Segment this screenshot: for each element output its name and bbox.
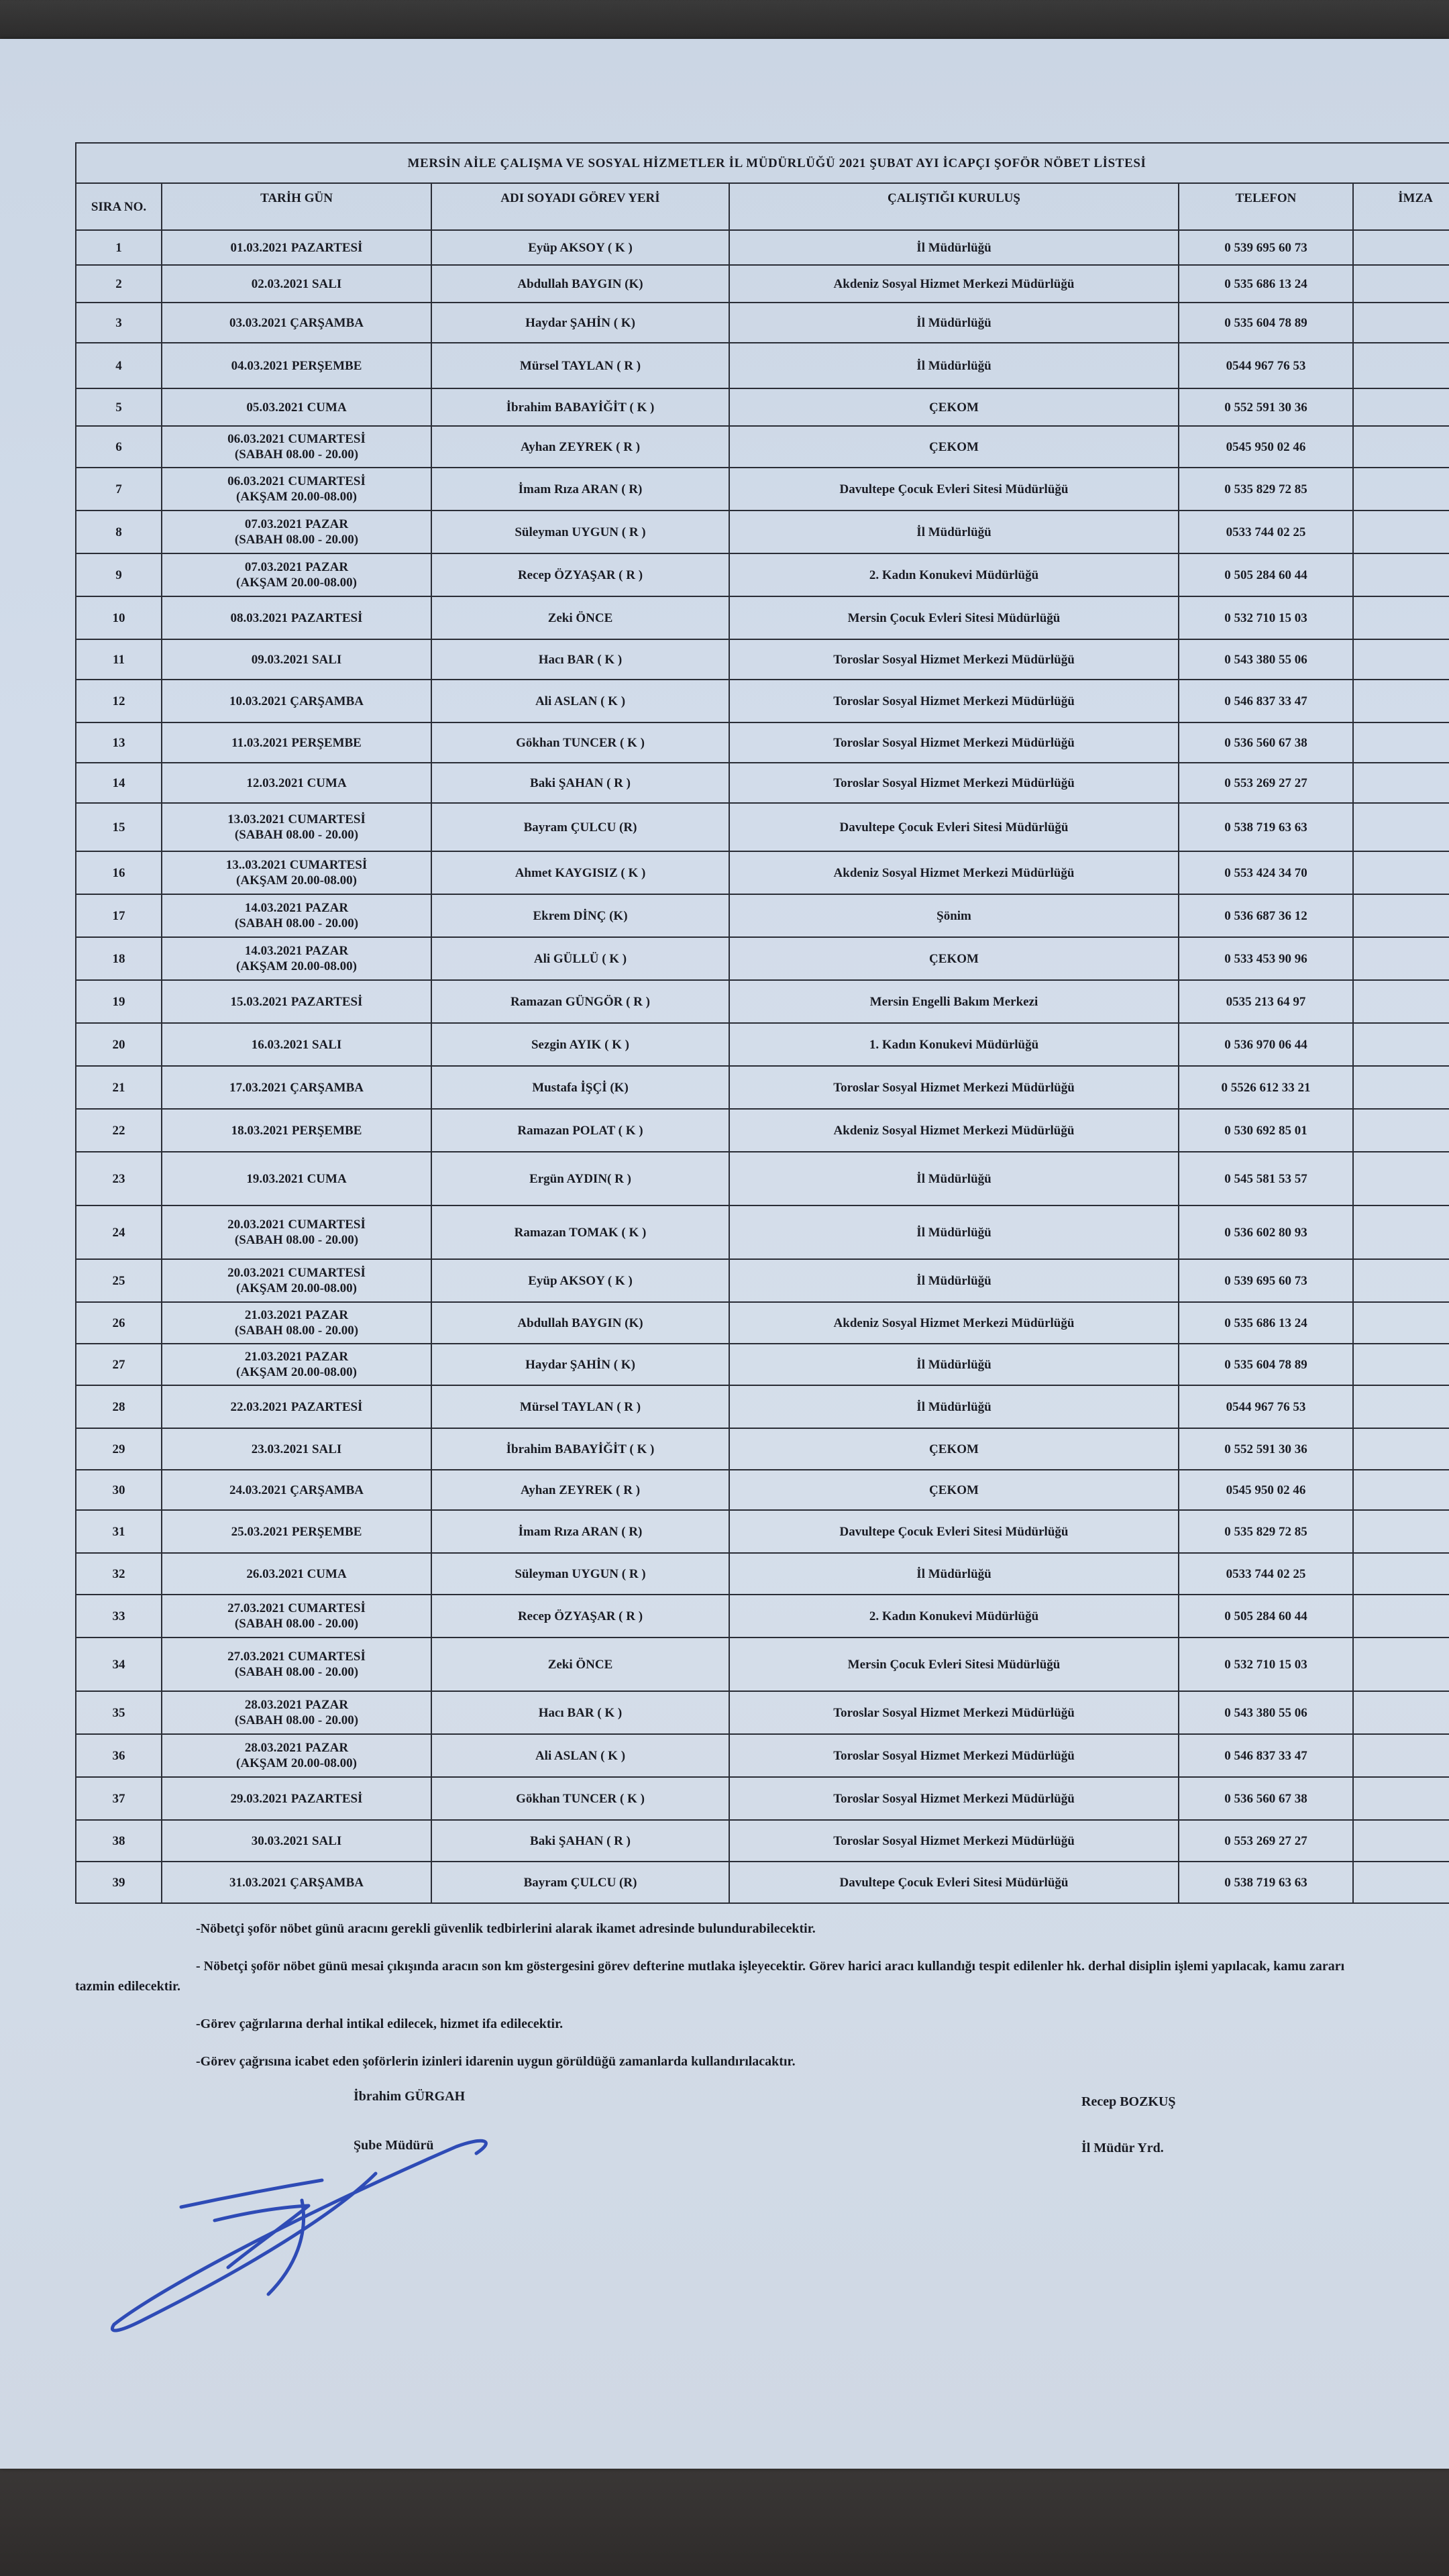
row-name: Süleyman UYGUN ( R ) [431,511,729,553]
row-date: 02.03.2021 SALI [162,265,431,303]
row-signature-cell[interactable] [1353,1302,1449,1344]
table-row [76,1777,1449,1820]
row-number: 36 [76,1734,162,1777]
row-signature-cell[interactable] [1353,230,1449,265]
table-row [76,230,1449,265]
row-number: 39 [76,1862,162,1903]
row-date: 26.03.2021 CUMA [162,1553,431,1595]
row-number: 33 [76,1595,162,1638]
row-organization: Toroslar Sosyal Hizmet Merkezi Müdürlüğü [729,1691,1179,1734]
note-2: - Nöbetçi şoför nöbet günü mesai çıkışında aracın son km göstergesini görev defterine mutlaka işleyecektir. Görev harici aracı kullandığı tespit edilenler hk. derhal disiplin işlemi yapılacak, kamu zararı tazmin edilecektir. [75,1959,1345,1994]
row-organization: İl Müdürlüğü [729,1553,1179,1595]
row-phone: 0 546 837 33 47 [1179,1734,1353,1777]
row-number: 19 [76,980,162,1023]
row-date: 21.03.2021 PAZAR (AKŞAM 20.00-08.00) [162,1344,431,1385]
column-header-phone: TELEFON [1179,183,1353,230]
signer-right-title: İl Müdür Yrd. [1081,2141,1164,2155]
row-name: Zeki ÖNCE [431,1638,729,1691]
row-name: Abdullah BAYGIN (K) [431,1302,729,1344]
row-phone: 0 536 602 80 93 [1179,1205,1353,1259]
row-organization: İl Müdürlüğü [729,1344,1179,1385]
row-phone: 0 546 837 33 47 [1179,680,1353,722]
row-signature-cell[interactable] [1353,1820,1449,1862]
row-organization: Davultepe Çocuk Evleri Sitesi Müdürlüğü [729,1510,1179,1553]
table-row [76,1023,1449,1066]
row-name: İbrahim BABAYİĞİT ( K ) [431,388,729,426]
row-phone: 0 545 581 53 57 [1179,1152,1353,1205]
row-signature-cell[interactable] [1353,639,1449,680]
table-row [76,511,1449,553]
row-phone: 0 535 604 78 89 [1179,1344,1353,1385]
row-number: 34 [76,1638,162,1691]
row-name: İmam Rıza ARAN ( R) [431,1510,729,1553]
signer-right-name: Recep BOZKUŞ [1081,2094,1176,2109]
row-phone: 0 535 604 78 89 [1179,303,1353,343]
row-signature-cell[interactable] [1353,894,1449,937]
row-date: 30.03.2021 SALI [162,1820,431,1862]
row-date: 19.03.2021 CUMA [162,1152,431,1205]
row-name: Mustafa İŞÇİ (K) [431,1066,729,1109]
background-floor [0,2469,1449,2576]
row-number: 8 [76,511,162,553]
row-number: 9 [76,553,162,596]
row-number: 2 [76,265,162,303]
row-organization: Davultepe Çocuk Evleri Sitesi Müdürlüğü [729,1862,1179,1903]
column-header-organization: ÇALIŞTIĞI KURULUŞ [729,183,1179,230]
row-phone: 0533 744 02 25 [1179,1553,1353,1595]
row-name: İbrahim BABAYİĞİT ( K ) [431,1428,729,1470]
row-date: 17.03.2021 ÇARŞAMBA [162,1066,431,1109]
row-date: 25.03.2021 PERŞEMBE [162,1510,431,1553]
row-name: Hacı BAR ( K ) [431,639,729,680]
row-name: Ali GÜLLÜ ( K ) [431,937,729,980]
row-signature-cell[interactable] [1353,1152,1449,1205]
row-date: 29.03.2021 PAZARTESİ [162,1777,431,1820]
table-header-row [76,183,1449,230]
column-header-name: ADI SOYADI GÖREV YERİ [431,183,729,230]
table-row [76,388,1449,426]
row-phone: 0 553 269 27 27 [1179,1820,1353,1862]
row-signature-cell[interactable] [1353,1777,1449,1820]
note-1: -Nöbetçi şoför nöbet günü aracını gerekli güvenlik tedbirlerini alarak ikamet adresinde bulundurabilecektir. [196,1921,816,1936]
row-organization: İl Müdürlüğü [729,1385,1179,1428]
column-header-signature: İMZA [1353,183,1449,230]
row-name: Eyüp AKSOY ( K ) [431,230,729,265]
note-4: -Görev çağrısına icabet eden şoförlerin izinleri idarenin uygun görüldüğü zamanlarda kullandırılacaktır. [196,2054,796,2069]
row-number: 7 [76,468,162,511]
row-organization: Davultepe Çocuk Evleri Sitesi Müdürlüğü [729,468,1179,511]
row-signature-cell[interactable] [1353,343,1449,388]
row-phone: 0 536 560 67 38 [1179,1777,1353,1820]
row-date: 13..03.2021 CUMARTESİ (AKŞAM 20.00-08.00) [162,851,431,894]
row-phone: 0 533 453 90 96 [1179,937,1353,980]
row-name: Recep ÖZYAŞAR ( R ) [431,1595,729,1638]
row-name: Ramazan POLAT ( K ) [431,1109,729,1152]
table-row [76,596,1449,639]
row-date: 21.03.2021 PAZAR (SABAH 08.00 - 20.00) [162,1302,431,1344]
table-row [76,1734,1449,1777]
table-row [76,980,1449,1023]
table-title-row [76,143,1449,183]
row-phone: 0533 744 02 25 [1179,511,1353,553]
row-date: 06.03.2021 CUMARTESİ (SABAH 08.00 - 20.00) [162,426,431,468]
table-row [76,937,1449,980]
row-signature-cell[interactable] [1353,1862,1449,1903]
row-phone: 0545 950 02 46 [1179,426,1353,468]
row-number: 26 [76,1302,162,1344]
row-name: Ramazan TOMAK ( K ) [431,1205,729,1259]
row-name: Recep ÖZYAŞAR ( R ) [431,553,729,596]
row-number: 32 [76,1553,162,1595]
row-date: 20.03.2021 CUMARTESİ (SABAH 08.00 - 20.00) [162,1205,431,1259]
row-name: Sezgin AYIK ( K ) [431,1023,729,1066]
row-name: Abdullah BAYGIN (K) [431,265,729,303]
row-number: 18 [76,937,162,980]
row-phone: 0 530 692 85 01 [1179,1109,1353,1152]
row-number: 12 [76,680,162,722]
row-name: Ali ASLAN ( K ) [431,680,729,722]
row-date: 12.03.2021 CUMA [162,763,431,803]
row-signature-cell[interactable] [1353,1470,1449,1510]
row-name: Mürsel TAYLAN ( R ) [431,1385,729,1428]
row-organization: Toroslar Sosyal Hizmet Merkezi Müdürlüğü [729,1734,1179,1777]
row-signature-cell[interactable] [1353,596,1449,639]
row-name: Ayhan ZEYREK ( R ) [431,1470,729,1510]
column-header-date: TARİH GÜN [162,183,431,230]
row-date: 09.03.2021 SALI [162,639,431,680]
row-phone: 0 539 695 60 73 [1179,230,1353,265]
table-row [76,894,1449,937]
row-signature-cell[interactable] [1353,1109,1449,1152]
row-number: 31 [76,1510,162,1553]
table-row [76,803,1449,851]
row-name: Ergün AYDIN( R ) [431,1152,729,1205]
table-row [76,1470,1449,1510]
row-number: 13 [76,722,162,763]
row-name: Ayhan ZEYREK ( R ) [431,426,729,468]
row-phone: 0 543 380 55 06 [1179,1691,1353,1734]
note-3: -Görev çağrılarına derhal intikal edilecek, hizmet ifa edilecektir. [196,2017,564,2031]
row-number: 22 [76,1109,162,1152]
row-phone: 0 553 269 27 27 [1179,763,1353,803]
row-name: Baki ŞAHAN ( R ) [431,763,729,803]
row-number: 1 [76,230,162,265]
table-row [76,1691,1449,1734]
row-number: 27 [76,1344,162,1385]
document [75,142,1433,2190]
table-row [76,1510,1449,1553]
row-phone: 0544 967 76 53 [1179,343,1353,388]
row-signature-cell[interactable] [1353,388,1449,426]
row-date: 07.03.2021 PAZAR (AKŞAM 20.00-08.00) [162,553,431,596]
row-phone: 0 535 686 13 24 [1179,1302,1353,1344]
row-phone: 0 5526 612 33 21 [1179,1066,1353,1109]
row-date: 31.03.2021 ÇARŞAMBA [162,1862,431,1903]
row-date: 13.03.2021 CUMARTESİ (SABAH 08.00 - 20.00) [162,803,431,851]
table-row [76,303,1449,343]
table-row [76,851,1449,894]
row-phone: 0 535 829 72 85 [1179,1510,1353,1553]
row-date: 10.03.2021 ÇARŞAMBA [162,680,431,722]
row-date: 15.03.2021 PAZARTESİ [162,980,431,1023]
row-organization: ÇEKOM [729,937,1179,980]
row-signature-cell[interactable] [1353,1385,1449,1428]
row-number: 21 [76,1066,162,1109]
row-number: 24 [76,1205,162,1259]
row-organization: İl Müdürlüğü [729,303,1179,343]
handwritten-signature [80,2133,590,2334]
row-organization: ÇEKOM [729,388,1179,426]
row-organization: İl Müdürlüğü [729,1259,1179,1302]
row-signature-cell[interactable] [1353,265,1449,303]
row-signature-cell[interactable] [1353,426,1449,468]
row-phone: 0 536 560 67 38 [1179,722,1353,763]
row-signature-cell[interactable] [1353,553,1449,596]
row-date: 18.03.2021 PERŞEMBE [162,1109,431,1152]
row-number: 6 [76,426,162,468]
row-name: Zeki ÖNCE [431,596,729,639]
row-organization: 2. Kadın Konukevi Müdürlüğü [729,1595,1179,1638]
row-organization: Akdeniz Sosyal Hizmet Merkezi Müdürlüğü [729,1302,1179,1344]
row-date: 04.03.2021 PERŞEMBE [162,343,431,388]
row-date: 06.03.2021 CUMARTESİ (AKŞAM 20.00-08.00) [162,468,431,511]
row-date: 11.03.2021 PERŞEMBE [162,722,431,763]
row-phone: 0 536 970 06 44 [1179,1023,1353,1066]
row-date: 05.03.2021 CUMA [162,388,431,426]
row-date: 16.03.2021 SALI [162,1023,431,1066]
row-organization: Şönim [729,894,1179,937]
table-row [76,1344,1449,1385]
row-date: 20.03.2021 CUMARTESİ (AKŞAM 20.00-08.00) [162,1259,431,1302]
row-organization: İl Müdürlüğü [729,511,1179,553]
row-signature-cell[interactable] [1353,1638,1449,1691]
table-row [76,1820,1449,1862]
row-signature-cell[interactable] [1353,511,1449,553]
row-phone: 0545 950 02 46 [1179,1470,1353,1510]
row-signature-cell[interactable] [1353,937,1449,980]
row-number: 38 [76,1820,162,1862]
row-organization: 1. Kadın Konukevi Müdürlüğü [729,1023,1179,1066]
row-date: 27.03.2021 CUMARTESİ (SABAH 08.00 - 20.00) [162,1595,431,1638]
row-signature-cell[interactable] [1353,851,1449,894]
row-number: 37 [76,1777,162,1820]
table-row [76,1428,1449,1470]
row-phone: 0 543 380 55 06 [1179,639,1353,680]
row-number: 28 [76,1385,162,1428]
row-phone: 0 536 687 36 12 [1179,894,1353,937]
row-signature-cell[interactable] [1353,1259,1449,1302]
row-phone: 0 532 710 15 03 [1179,1638,1353,1691]
row-signature-cell[interactable] [1353,1023,1449,1066]
row-organization: Toroslar Sosyal Hizmet Merkezi Müdürlüğü [729,1777,1179,1820]
row-number: 10 [76,596,162,639]
table-row [76,1066,1449,1109]
column-header-no: SIRA NO. [76,183,162,230]
row-date: 27.03.2021 CUMARTESİ (SABAH 08.00 - 20.00) [162,1638,431,1691]
row-name: Ekrem DİNÇ (K) [431,894,729,937]
row-date: 01.03.2021 PAZARTESİ [162,230,431,265]
row-name: Gökhan TUNCER ( K ) [431,1777,729,1820]
row-date: 07.03.2021 PAZAR (SABAH 08.00 - 20.00) [162,511,431,553]
row-number: 35 [76,1691,162,1734]
signature-right [1081,2094,1176,2156]
row-date: 24.03.2021 ÇARŞAMBA [162,1470,431,1510]
row-organization: İl Müdürlüğü [729,230,1179,265]
row-number: 25 [76,1259,162,1302]
row-signature-cell[interactable] [1353,1595,1449,1638]
row-date: 28.03.2021 PAZAR (SABAH 08.00 - 20.00) [162,1691,431,1734]
table-row [76,1385,1449,1428]
row-name: Haydar ŞAHİN ( K) [431,303,729,343]
row-signature-cell[interactable] [1353,803,1449,851]
row-organization: Akdeniz Sosyal Hizmet Merkezi Müdürlüğü [729,851,1179,894]
table-row [76,265,1449,303]
row-number: 5 [76,388,162,426]
row-organization: İl Müdürlüğü [729,1152,1179,1205]
row-date: 08.03.2021 PAZARTESİ [162,596,431,639]
table-body [76,230,1449,1903]
table-row [76,343,1449,388]
row-date: 14.03.2021 PAZAR (SABAH 08.00 - 20.00) [162,894,431,937]
row-signature-cell[interactable] [1353,980,1449,1023]
row-number: 30 [76,1470,162,1510]
row-organization: Toroslar Sosyal Hizmet Merkezi Müdürlüğü [729,680,1179,722]
row-name: Baki ŞAHAN ( R ) [431,1820,729,1862]
row-signature-cell[interactable] [1353,1205,1449,1259]
row-signature-cell[interactable] [1353,1691,1449,1734]
table-row [76,1638,1449,1691]
table-row [76,1595,1449,1638]
row-date: 23.03.2021 SALI [162,1428,431,1470]
document-title: MERSİN AİLE ÇALIŞMA VE SOSYAL HİZMETLER İL MÜDÜRLÜĞÜ 2021 ŞUBAT AYI İCAPÇI ŞOFÖR NÖBET LİSTESİ [76,143,1449,183]
row-organization: Akdeniz Sosyal Hizmet Merkezi Müdürlüğü [729,1109,1179,1152]
row-number: 14 [76,763,162,803]
row-organization: Toroslar Sosyal Hizmet Merkezi Müdürlüğü [729,639,1179,680]
table-row [76,1152,1449,1205]
signer-left-title: Şube Müdürü [354,2138,434,2153]
row-phone: 0 505 284 60 44 [1179,1595,1353,1638]
row-organization: Davultepe Çocuk Evleri Sitesi Müdürlüğü [729,803,1179,851]
row-phone: 0544 967 76 53 [1179,1385,1353,1428]
table-row [76,763,1449,803]
row-number: 15 [76,803,162,851]
row-organization: Akdeniz Sosyal Hizmet Merkezi Müdürlüğü [729,265,1179,303]
row-name: Ramazan GÜNGÖR ( R ) [431,980,729,1023]
row-name: Ali ASLAN ( K ) [431,1734,729,1777]
row-signature-cell[interactable] [1353,1553,1449,1595]
row-organization: Mersin Çocuk Evleri Sitesi Müdürlüğü [729,596,1179,639]
row-organization: Toroslar Sosyal Hizmet Merkezi Müdürlüğü [729,722,1179,763]
row-organization: İl Müdürlüğü [729,343,1179,388]
row-number: 29 [76,1428,162,1470]
row-number: 17 [76,894,162,937]
table-row [76,1553,1449,1595]
row-signature-cell[interactable] [1353,468,1449,511]
row-organization: Toroslar Sosyal Hizmet Merkezi Müdürlüğü [729,1820,1179,1862]
row-signature-cell[interactable] [1353,763,1449,803]
row-phone: 0 505 284 60 44 [1179,553,1353,596]
table-row [76,426,1449,468]
row-organization: İl Müdürlüğü [729,1205,1179,1259]
row-organization: ÇEKOM [729,1470,1179,1510]
row-phone: 0 532 710 15 03 [1179,596,1353,639]
row-date: 28.03.2021 PAZAR (AKŞAM 20.00-08.00) [162,1734,431,1777]
row-organization: Toroslar Sosyal Hizmet Merkezi Müdürlüğü [729,1066,1179,1109]
row-signature-cell[interactable] [1353,722,1449,763]
row-signature-cell[interactable] [1353,303,1449,343]
row-phone: 0 538 719 63 63 [1179,1862,1353,1903]
row-phone: 0 539 695 60 73 [1179,1259,1353,1302]
row-phone: 0535 213 64 97 [1179,980,1353,1023]
row-name: Ahmet KAYGISIZ ( K ) [431,851,729,894]
row-date: 03.03.2021 ÇARŞAMBA [162,303,431,343]
row-number: 4 [76,343,162,388]
row-organization: Toroslar Sosyal Hizmet Merkezi Müdürlüğü [729,763,1179,803]
row-name: Bayram ÇULCU (R) [431,1862,729,1903]
table-row [76,1109,1449,1152]
table-row [76,553,1449,596]
row-number: 3 [76,303,162,343]
row-phone: 0 553 424 34 70 [1179,851,1353,894]
signer-left-name: İbrahim GÜRGAH [354,2089,466,2104]
row-name: Gökhan TUNCER ( K ) [431,722,729,763]
row-signature-cell[interactable] [1353,1734,1449,1777]
notes-section [75,1919,1382,2072]
row-number: 11 [76,639,162,680]
row-organization: 2. Kadın Konukevi Müdürlüğü [729,553,1179,596]
row-organization: ÇEKOM [729,1428,1179,1470]
row-name: Hacı BAR ( K ) [431,1691,729,1734]
row-signature-cell[interactable] [1353,1428,1449,1470]
row-name: Eyüp AKSOY ( K ) [431,1259,729,1302]
row-signature-cell[interactable] [1353,1510,1449,1553]
table-row [76,722,1449,763]
row-name: Süleyman UYGUN ( R ) [431,1553,729,1595]
row-date: 14.03.2021 PAZAR (AKŞAM 20.00-08.00) [162,937,431,980]
table-row [76,1259,1449,1302]
row-phone: 0 552 591 30 36 [1179,388,1353,426]
row-signature-cell[interactable] [1353,1344,1449,1385]
row-organization: Mersin Çocuk Evleri Sitesi Müdürlüğü [729,1638,1179,1691]
row-number: 16 [76,851,162,894]
row-organization: ÇEKOM [729,426,1179,468]
row-organization: Mersin Engelli Bakım Merkezi [729,980,1179,1023]
row-number: 23 [76,1152,162,1205]
row-phone: 0 552 591 30 36 [1179,1428,1353,1470]
row-date: 22.03.2021 PAZARTESİ [162,1385,431,1428]
row-phone: 0 535 829 72 85 [1179,468,1353,511]
row-name: Mürsel TAYLAN ( R ) [431,343,729,388]
table-row [76,1302,1449,1344]
row-name: Bayram ÇULCU (R) [431,803,729,851]
row-number: 20 [76,1023,162,1066]
duty-roster-table [75,142,1449,1904]
row-name: İmam Rıza ARAN ( R) [431,468,729,511]
row-phone: 0 535 686 13 24 [1179,265,1353,303]
row-signature-cell[interactable] [1353,1066,1449,1109]
row-signature-cell[interactable] [1353,680,1449,722]
table-row [76,468,1449,511]
table-row [76,1205,1449,1259]
table-row [76,680,1449,722]
row-phone: 0 538 719 63 63 [1179,803,1353,851]
row-name: Haydar ŞAHİN ( K) [431,1344,729,1385]
table-row [76,639,1449,680]
table-row [76,1862,1449,1903]
